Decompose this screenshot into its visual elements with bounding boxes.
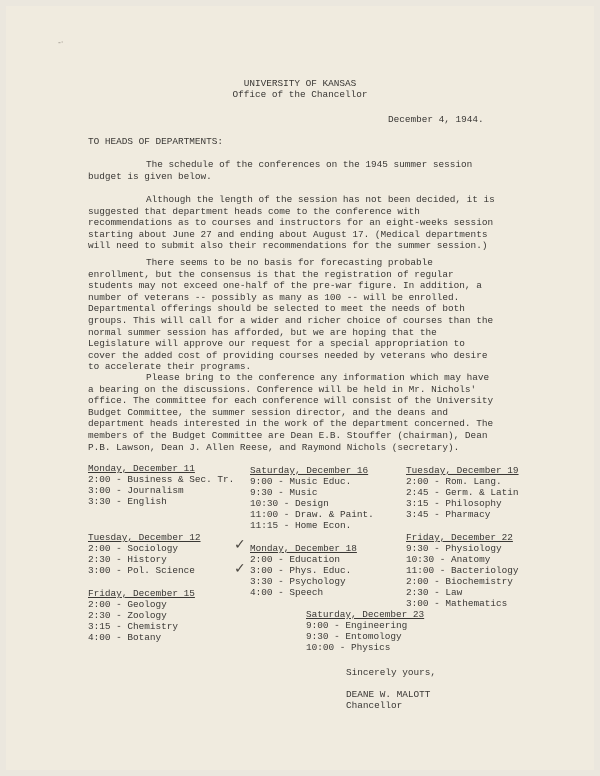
schedule-entry: 2:45 - Germ. & Latin xyxy=(406,487,519,498)
signatory-title: Chancellor xyxy=(346,700,403,711)
schedule-entry: 9:00 - Engineering xyxy=(306,620,408,631)
schedule-entry: 2:00 - Sociology xyxy=(88,543,179,554)
schedule-entry: 4:00 - Speech xyxy=(250,587,324,598)
schedule-day-heading: Saturday, December 16 xyxy=(250,465,369,476)
schedule-entry: 10:30 - Design xyxy=(250,498,329,509)
schedule-entry: 9:30 - Physiology xyxy=(406,543,502,554)
schedule-entry: 2:00 - Education xyxy=(250,554,341,565)
schedule-entry: 9:30 - Music xyxy=(250,487,318,498)
schedule-tuesday-dec-12 xyxy=(88,532,201,576)
schedule-entry: 3:00 - Phys. Educ. xyxy=(250,565,352,576)
paragraph-4: Please bring to the conference any information which may have a bearing on the discussions. Conference will be held in Mr. Nichols' office. The committee for each conference will consist of the University Budget Committee, the summer session director, and the deans and department heads interested in the work of the department concerned. The members of the Budget Committee are Dean E.B. Stouffer (chairman), Dean P.B. Lawson, Dean J. Allen Reese, and Raymond Nichols (secretary). xyxy=(88,372,494,453)
schedule-entry: 3:30 - English xyxy=(88,496,167,507)
schedule-entry: 3:45 - Pharmacy xyxy=(406,509,491,520)
schedule-entry: 3:30 - Psychology xyxy=(250,576,346,587)
schedule-day-heading: Tuesday, December 19 xyxy=(406,465,519,476)
schedule-monday-dec-18 xyxy=(250,543,357,598)
schedule-friday-dec-15 xyxy=(88,588,195,643)
schedule-entry: 2:30 - Law xyxy=(406,587,463,598)
schedule-saturday-dec-16 xyxy=(250,465,374,531)
schedule-tuesday-dec-19 xyxy=(406,465,519,520)
schedule-entry: 2:00 - Business & Sec. Tr. xyxy=(88,474,235,485)
schedule-entry: 2:30 - Zoology xyxy=(88,610,167,621)
letterhead-office: Office of the Chancellor xyxy=(232,89,368,100)
schedule-entry: 11:15 - Home Econ. xyxy=(250,520,352,531)
schedule-entry: 9:00 - Music Educ. xyxy=(250,476,352,487)
schedule-entry: 2:30 - History xyxy=(88,554,167,565)
schedule-entry: 2:00 - Biochemistry xyxy=(406,576,513,587)
checkmark-icon: ✓ xyxy=(234,537,246,553)
checkmark-icon: ✓ xyxy=(234,561,246,577)
paragraph-3: There seems to be no basis for forecasting probable enrollment, but the consensus is that the registration of regular students may not exceed one-half of the pre-war figure. In addition, a number of veterans -- possibly as many as 100 -- will be enrolled. Departmental offerings should be selected to meet the needs of both groups. This will call for a wider and richer choice of courses than the normal summer session has afforded, but we are hoping that the Legislature will approve our request for a special appropriation to cover the added cost of providing courses needed by veterans who desire to accelerate their programs. xyxy=(88,257,494,373)
schedule-entry: 4:00 - Botany xyxy=(88,632,162,643)
schedule-friday-dec-22 xyxy=(406,532,519,609)
schedule-day-heading: Monday, December 18 xyxy=(250,543,357,554)
schedule-day-heading: Monday, December 11 xyxy=(88,463,195,474)
schedule-entry: 3:00 - Mathematics xyxy=(406,598,508,609)
valediction: Sincerely yours, xyxy=(346,667,437,678)
paragraph-2: Although the length of the session has not been decided, it is suggested that department heads come to the conference with recommendations as to courses and instructors for an eight-weeks session starting about June 27 and ending about August 17. (Medical departments will need to submit also their recommendations for the summer session.) xyxy=(88,194,495,252)
schedule-entry: 2:00 - Geology xyxy=(88,599,167,610)
schedule-entry: 10:30 - Anatomy xyxy=(406,554,491,565)
schedule-entry: 10:00 - Physics xyxy=(306,642,391,653)
schedule-day-heading: Friday, December 22 xyxy=(406,532,513,543)
schedule-entry: 3:15 - Chemistry xyxy=(88,621,179,632)
paragraph-1: The schedule of the conferences on the 1945 summer session budget is given below. xyxy=(88,159,473,182)
schedule-entry: 11:00 - Bacteriology xyxy=(406,565,519,576)
schedule-entry: 9:30 - Entomology xyxy=(306,631,402,642)
schedule-entry: 11:00 - Draw. & Paint. xyxy=(250,509,374,520)
schedule-saturday-dec-23 xyxy=(306,609,424,653)
signatory-name: DEANE W. MALOTT xyxy=(346,689,431,700)
schedule-entry: 2:00 - Rom. Lang. xyxy=(406,476,502,487)
schedule-day-heading: Tuesday, December 12 xyxy=(88,532,201,543)
schedule-entry: 3:00 - Journalism xyxy=(88,485,184,496)
schedule-day-heading: Friday, December 15 xyxy=(88,588,195,599)
schedule-entry: 3:00 - Pol. Science xyxy=(88,565,195,576)
schedule-monday-dec-11 xyxy=(88,463,234,507)
pencil-mark: -· xyxy=(58,38,64,47)
letter-date: December 4, 1944. xyxy=(388,114,484,125)
salutation: TO HEADS OF DEPARTMENTS: xyxy=(88,136,224,147)
letterhead-institution: UNIVERSITY OF KANSAS xyxy=(243,78,357,89)
schedule-entry: 3:15 - Philosophy xyxy=(406,498,502,509)
schedule-day-heading: Saturday, December 23 xyxy=(306,609,425,620)
